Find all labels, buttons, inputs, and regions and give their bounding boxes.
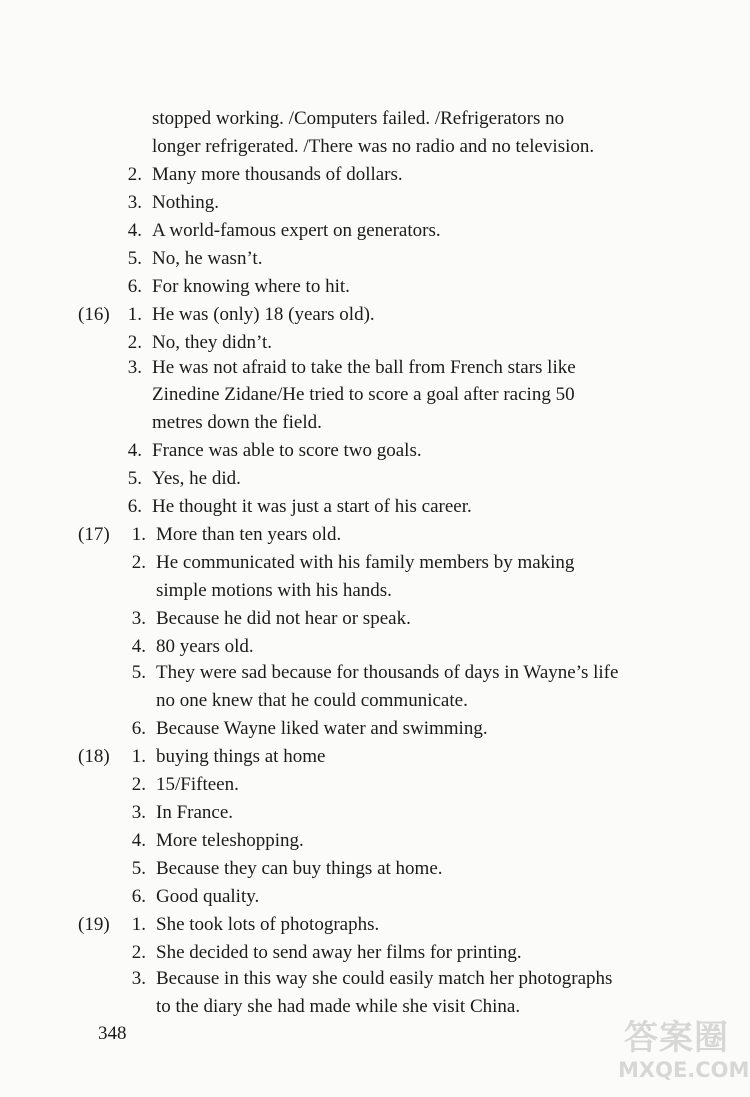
answer-text: Yes, he did. <box>152 468 241 489</box>
item-number: 4. <box>127 220 142 241</box>
answer-line <box>0 883 750 911</box>
answer-text: More than ten years old. <box>156 524 342 545</box>
answer-line <box>0 715 750 743</box>
answer-text: Because in this way she could easily match her photographs <box>156 968 613 989</box>
item-number: 6. <box>131 718 146 739</box>
answer-line <box>0 493 750 521</box>
answer-line <box>0 965 750 993</box>
item-number: 3. <box>131 608 146 629</box>
question-group-label: (17) <box>78 524 110 545</box>
answer-text: She took lots of photographs. <box>156 914 380 935</box>
watermark <box>618 1010 750 1090</box>
answer-text: He was (only) 18 (years old). <box>152 304 375 325</box>
answer-text: He communicated with his family members by making <box>156 552 575 573</box>
item-number: 2. <box>131 774 146 795</box>
item-number: 3. <box>131 802 146 823</box>
answer-line <box>0 245 750 273</box>
item-number: 3. <box>131 968 146 989</box>
item-number: 5. <box>131 662 146 683</box>
item-number: 4. <box>127 440 142 461</box>
answer-text: In France. <box>156 802 234 823</box>
item-number: 6. <box>131 886 146 907</box>
answer-line <box>0 217 750 245</box>
answer-line <box>0 577 750 605</box>
answer-line <box>0 381 750 409</box>
item-number: 2. <box>131 552 146 573</box>
answer-line <box>0 911 750 939</box>
answer-text: to the diary she had made while she visit China. <box>156 996 521 1017</box>
answer-text: More teleshopping. <box>156 830 304 851</box>
item-number: 4. <box>131 636 146 657</box>
answer-text: They were sad because for thousands of days in Wayne’s life <box>156 662 619 683</box>
answer-text: France was able to score two goals. <box>152 440 422 461</box>
answer-text: simple motions with his hands. <box>156 580 392 601</box>
answer-text: Because they can buy things at home. <box>156 858 443 879</box>
answer-line <box>0 133 750 161</box>
item-number: 2. <box>127 332 142 353</box>
answer-text: He was not afraid to take the ball from French stars like <box>152 357 576 378</box>
answer-text: Zinedine Zidane/He tried to score a goal after racing 50 <box>152 384 575 405</box>
item-number: 5. <box>127 248 142 269</box>
answer-line <box>0 659 750 687</box>
answer-line <box>0 437 750 465</box>
answer-line <box>0 521 750 549</box>
item-number: 3. <box>127 357 142 378</box>
answer-text: No, they didn’t. <box>152 332 272 353</box>
answer-line <box>0 273 750 301</box>
answer-line <box>0 855 750 883</box>
item-number: 1. <box>131 746 146 767</box>
watermark-site: MXQE.COM <box>618 1058 750 1082</box>
answer-line <box>0 549 750 577</box>
question-group-label: (18) <box>78 746 110 767</box>
answer-line <box>0 329 750 357</box>
answer-line <box>0 189 750 217</box>
item-number: 6. <box>127 496 142 517</box>
item-number: 3. <box>127 192 142 213</box>
answer-text: Nothing. <box>152 192 220 213</box>
answer-text: Because he did not hear or speak. <box>156 608 411 629</box>
answer-text: no one knew that he could communicate. <box>156 690 468 711</box>
page-number: 348 <box>98 1023 127 1044</box>
item-number: 5. <box>127 468 142 489</box>
answer-text: For knowing where to hit. <box>152 276 350 297</box>
answer-text: 15/Fifteen. <box>156 774 239 795</box>
item-number: 4. <box>131 830 146 851</box>
answer-line <box>0 633 750 661</box>
answer-line <box>0 161 750 189</box>
item-number: 2. <box>127 164 142 185</box>
question-group-label: (16) <box>78 304 110 325</box>
answer-text: No, he wasn’t. <box>152 248 263 269</box>
answer-line <box>0 409 750 437</box>
answer-text: She decided to send away her films for printing. <box>156 942 522 963</box>
answer-line <box>0 465 750 493</box>
answer-text: A world-famous expert on generators. <box>152 220 441 241</box>
answer-text: Good quality. <box>156 886 260 907</box>
item-number: 6. <box>127 276 142 297</box>
answer-line <box>0 687 750 715</box>
answer-text: metres down the field. <box>152 412 322 433</box>
watermark-logo: 答案圈 <box>624 1018 729 1058</box>
answer-text: Many more thousands of dollars. <box>152 164 403 185</box>
item-number: 2. <box>131 942 146 963</box>
item-number: 5. <box>131 858 146 879</box>
answer-line <box>0 743 750 771</box>
item-number: 1. <box>131 914 146 935</box>
answer-line <box>0 354 750 382</box>
answer-text: Because Wayne liked water and swimming. <box>156 718 488 739</box>
answer-text: longer refrigerated. /There was no radio and no television. <box>152 136 595 157</box>
answer-line <box>0 105 750 133</box>
answer-line <box>0 939 750 967</box>
answer-text: stopped working. /Computers failed. /Refrigerators no <box>152 108 565 129</box>
answer-line <box>0 827 750 855</box>
item-number: 1. <box>131 524 146 545</box>
answer-text: buying things at home <box>156 746 326 767</box>
item-number: 1. <box>127 304 142 325</box>
answer-line <box>0 771 750 799</box>
answer-text: 80 years old. <box>156 636 254 657</box>
answer-line <box>0 605 750 633</box>
answer-line <box>0 301 750 329</box>
answer-text: He thought it was just a start of his career. <box>152 496 472 517</box>
question-group-label: (19) <box>78 914 110 935</box>
answer-line <box>0 799 750 827</box>
